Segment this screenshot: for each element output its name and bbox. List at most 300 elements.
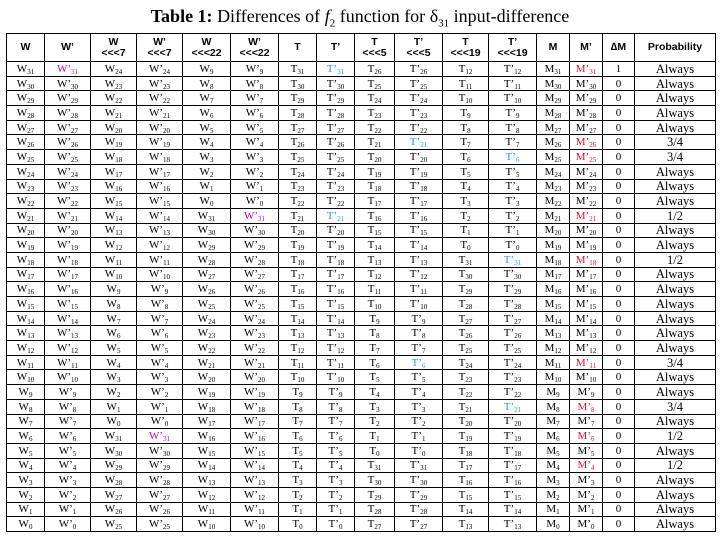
cell-tp5: $T’_{16}$	[395, 208, 443, 223]
cell-wp22: $W’_{17}$	[231, 414, 279, 429]
cell-w: $W_2$	[7, 487, 45, 502]
table-row	[7, 297, 716, 312]
cell-m: $M_{30}$	[537, 76, 570, 91]
cell-mp: $M’_{10}$	[570, 370, 603, 385]
cell-probability: Always	[635, 517, 716, 532]
cell-t19: $T_0$	[443, 238, 489, 253]
cell-t5: $T_7$	[355, 341, 395, 356]
cell-wp22: $W’_{19}$	[231, 385, 279, 400]
cell-tp19: $T’_{14}$	[489, 502, 537, 517]
cell-delta-m: 0	[603, 355, 635, 370]
cell-w: $W_6$	[7, 429, 45, 444]
cell-mp: $M’_{19}$	[570, 238, 603, 253]
cell-w: $W_8$	[7, 399, 45, 414]
cell-tp: $T’_{24}$	[317, 164, 355, 179]
cell-w7: $W_{29}$	[91, 458, 137, 473]
column-header-label: T	[462, 35, 469, 48]
column-header-rotation: <<<19	[497, 46, 528, 59]
cell-probability: 1/2	[635, 252, 716, 267]
cell-w7: $W_{16}$	[91, 179, 137, 194]
cell-wp22: $W’_{27}$	[231, 267, 279, 282]
column-header-label: W’	[153, 35, 166, 48]
cell-m: $M_{16}$	[537, 282, 570, 297]
cell-mp: $M’_{16}$	[570, 282, 603, 297]
cell-t19: $T_7$	[443, 135, 489, 150]
cell-delta-m: 0	[603, 91, 635, 106]
cell-wp22: $W’_{29}$	[231, 238, 279, 253]
cell-m: $M_{14}$	[537, 311, 570, 326]
cell-w7: $W_9$	[91, 282, 137, 297]
cell-w22: $W_7$	[183, 91, 231, 106]
cell-w22: $W_{22}$	[183, 341, 231, 356]
cell-delta-m: 0	[603, 267, 635, 282]
cell-m: $M_{13}$	[537, 326, 570, 341]
cell-tp: $T’_{21}$	[317, 208, 355, 223]
cell-t5: $T_{16}$	[355, 208, 395, 223]
cell-wp22: $W’_4$	[231, 135, 279, 150]
differences-table	[6, 33, 716, 532]
cell-wp: $W’_{28}$	[45, 106, 91, 121]
column-header-rotation: <<<5	[362, 46, 387, 59]
cell-w22: $W_{15}$	[183, 443, 231, 458]
cell-delta-m: 0	[603, 370, 635, 385]
cell-mp: $M’_{17}$	[570, 267, 603, 282]
cell-t: $T_{19}$	[279, 238, 317, 253]
table-row	[7, 179, 716, 194]
cell-mp: $M’_{23}$	[570, 179, 603, 194]
cell-w: $W_{25}$	[7, 150, 45, 165]
cell-wp7: $W’_7$	[137, 311, 183, 326]
cell-mp: $M’_{25}$	[570, 150, 603, 165]
cell-mp: $M’_{11}$	[570, 355, 603, 370]
cell-t5: $T_{15}$	[355, 223, 395, 238]
cell-probability: Always	[635, 502, 716, 517]
cell-m: $M_9$	[537, 385, 570, 400]
cell-wp: $W’_9$	[45, 385, 91, 400]
cell-w: $W_{31}$	[7, 62, 45, 77]
cell-tp: $T’_2$	[317, 487, 355, 502]
cell-w22: $W_{13}$	[183, 473, 231, 488]
cell-t5: $T_5$	[355, 370, 395, 385]
cell-tp5: $T’_{15}$	[395, 223, 443, 238]
cell-delta-m: 1	[603, 62, 635, 77]
cell-t19: $T_{12}$	[443, 62, 489, 77]
cell-wp: $W’_{29}$	[45, 91, 91, 106]
column-header-label: W	[201, 35, 212, 48]
cell-tp19: $T’_{10}$	[489, 91, 537, 106]
cell-tp5: $T’_{11}$	[395, 282, 443, 297]
cell-m: $M_5$	[537, 443, 570, 458]
cell-mp: $M’_{30}$	[570, 76, 603, 91]
cell-delta-m: 0	[603, 385, 635, 400]
cell-w7: $W_{27}$	[91, 487, 137, 502]
cell-wp: $W’_{22}$	[45, 194, 91, 209]
cell-mp: $M’_{31}$	[570, 62, 603, 77]
cell-t19: $T_4$	[443, 179, 489, 194]
cell-t: $T_9$	[279, 385, 317, 400]
cell-m: $M_{18}$	[537, 252, 570, 267]
cell-m: $M_{20}$	[537, 223, 570, 238]
table-body	[7, 62, 716, 532]
cell-m: $M_{24}$	[537, 164, 570, 179]
cell-m: $M_{27}$	[537, 120, 570, 135]
cell-wp7: $W’_2$	[137, 385, 183, 400]
cell-tp5: $T’_{20}$	[395, 150, 443, 165]
cell-t: $T_{14}$	[279, 311, 317, 326]
column-header-rotation: <<<7	[147, 46, 172, 59]
cell-mp: $M’_{20}$	[570, 223, 603, 238]
cell-t19: $T_{29}$	[443, 282, 489, 297]
cell-w7: $W_{28}$	[91, 473, 137, 488]
cell-w: $W_5$	[7, 443, 45, 458]
cell-w: $W_{13}$	[7, 326, 45, 341]
cell-delta-m: 0	[603, 341, 635, 356]
cell-t5: $T_4$	[355, 385, 395, 400]
cell-probability: Always	[635, 91, 716, 106]
cell-t: $T_0$	[279, 517, 317, 532]
column-header	[279, 34, 317, 62]
cell-w7: $W_{21}$	[91, 106, 137, 121]
cell-mp: $M’_5$	[570, 443, 603, 458]
table-row	[7, 164, 716, 179]
cell-m: $M_8$	[537, 399, 570, 414]
cell-t5: $T_2$	[355, 414, 395, 429]
cell-t: $T_4$	[279, 458, 317, 473]
cell-delta-m: 0	[603, 179, 635, 194]
cell-t: $T_8$	[279, 399, 317, 414]
cell-w22: $W_{17}$	[183, 414, 231, 429]
cell-wp22: $W’_{31}$	[231, 208, 279, 223]
cell-w7: $W_{25}$	[91, 517, 137, 532]
cell-t19: $T_3$	[443, 194, 489, 209]
cell-w7: $W_{17}$	[91, 164, 137, 179]
cell-w22: $W_5$	[183, 120, 231, 135]
cell-wp22: $W’_{16}$	[231, 429, 279, 444]
table-row	[7, 487, 716, 502]
cell-delta-m: 0	[603, 194, 635, 209]
cell-t: $T_1$	[279, 502, 317, 517]
cell-w: $W_{14}$	[7, 311, 45, 326]
cell-w7: $W_{23}$	[91, 76, 137, 91]
cell-w7: $W_{30}$	[91, 443, 137, 458]
cell-probability: 1/2	[635, 458, 716, 473]
cell-probability: Always	[635, 62, 716, 77]
table-row	[7, 443, 716, 458]
cell-tp: $T’_{27}$	[317, 120, 355, 135]
column-header	[635, 34, 716, 62]
cell-t: $T_{13}$	[279, 326, 317, 341]
table-row	[7, 194, 716, 209]
cell-wp: $W’_{16}$	[45, 282, 91, 297]
cell-t: $T_{22}$	[279, 194, 317, 209]
cell-probability: Always	[635, 370, 716, 385]
cell-mp: $M’_3$	[570, 473, 603, 488]
cell-wp22: $W’_{28}$	[231, 252, 279, 267]
cell-wp: $W’_4$	[45, 458, 91, 473]
cell-mp: $M’_{12}$	[570, 341, 603, 356]
cell-t5: $T_{20}$	[355, 150, 395, 165]
cell-w7: $W_{18}$	[91, 150, 137, 165]
cell-probability: Always	[635, 385, 716, 400]
cell-tp: $T’_5$	[317, 443, 355, 458]
cell-tp: $T’_{31}$	[317, 62, 355, 77]
column-header	[355, 34, 395, 62]
cell-wp7: $W’_5$	[137, 341, 183, 356]
cell-mp: $M’_{27}$	[570, 120, 603, 135]
cell-probability: Always	[635, 311, 716, 326]
cell-tp19: $T’_8$	[489, 120, 537, 135]
cell-wp: $W’_{14}$	[45, 311, 91, 326]
cell-t: $T_{23}$	[279, 179, 317, 194]
cell-t5: $T_{29}$	[355, 487, 395, 502]
column-header	[45, 34, 91, 62]
table-row	[7, 502, 716, 517]
table-row	[7, 223, 716, 238]
cell-wp: $W’_{21}$	[45, 208, 91, 223]
cell-w7: $W_{14}$	[91, 208, 137, 223]
cell-wp22: $W’_{22}$	[231, 341, 279, 356]
cell-wp22: $W’_6$	[231, 106, 279, 121]
title-text-before: Differences of	[217, 6, 321, 26]
cell-tp: $T’_{14}$	[317, 311, 355, 326]
table-row	[7, 76, 716, 91]
cell-tp19: $T’_{28}$	[489, 297, 537, 312]
table-row	[7, 429, 716, 444]
cell-t19: $T_{20}$	[443, 414, 489, 429]
cell-w22: $W_{18}$	[183, 399, 231, 414]
table-row	[7, 135, 716, 150]
cell-w: $W_{20}$	[7, 223, 45, 238]
cell-w22: $W_9$	[183, 62, 231, 77]
cell-probability: 3/4	[635, 135, 716, 150]
cell-tp: $T’_1$	[317, 502, 355, 517]
cell-wp7: $W’_{15}$	[137, 194, 183, 209]
column-header	[489, 34, 537, 62]
cell-t: $T_6$	[279, 429, 317, 444]
cell-tp19: $T’_{23}$	[489, 370, 537, 385]
cell-tp5: $T’_{25}$	[395, 76, 443, 91]
cell-t: $T_{12}$	[279, 341, 317, 356]
cell-t5: $T_{10}$	[355, 297, 395, 312]
cell-wp7: $W’_{25}$	[137, 517, 183, 532]
cell-t5: $T_{18}$	[355, 179, 395, 194]
cell-tp: $T’_{11}$	[317, 355, 355, 370]
cell-m: $M_{10}$	[537, 370, 570, 385]
cell-w: $W_{29}$	[7, 91, 45, 106]
cell-wp22: $W’_{20}$	[231, 370, 279, 385]
cell-tp: $T’_{29}$	[317, 91, 355, 106]
cell-t19: $T_6$	[443, 150, 489, 165]
cell-delta-m: 0	[603, 135, 635, 150]
cell-mp: $M’_{18}$	[570, 252, 603, 267]
cell-probability: Always	[635, 106, 716, 121]
cell-w22: $W_{29}$	[183, 238, 231, 253]
cell-wp7: $W’_8$	[137, 297, 183, 312]
cell-probability: Always	[635, 194, 716, 209]
cell-wp7: $W’_{22}$	[137, 91, 183, 106]
cell-t19: $T_{27}$	[443, 311, 489, 326]
cell-delta-m: 0	[603, 311, 635, 326]
cell-t: $T_{16}$	[279, 282, 317, 297]
cell-probability: 3/4	[635, 399, 716, 414]
cell-probability: 3/4	[635, 150, 716, 165]
cell-m: $M_2$	[537, 487, 570, 502]
cell-t19: $T_{25}$	[443, 341, 489, 356]
cell-t: $T_{11}$	[279, 355, 317, 370]
cell-t19: $T_{19}$	[443, 429, 489, 444]
table-row	[7, 106, 716, 121]
cell-m: $M_{25}$	[537, 150, 570, 165]
cell-w: $W_{18}$	[7, 252, 45, 267]
cell-w7: $W_6$	[91, 326, 137, 341]
cell-w7: $W_{22}$	[91, 91, 137, 106]
cell-wp7: $W’_1$	[137, 399, 183, 414]
cell-mp: $M’_9$	[570, 385, 603, 400]
cell-wp: $W’_{23}$	[45, 179, 91, 194]
cell-m: $M_3$	[537, 473, 570, 488]
header-row	[7, 34, 716, 62]
cell-tp5: $T’_7$	[395, 341, 443, 356]
table-row	[7, 326, 716, 341]
cell-t19: $T_{22}$	[443, 385, 489, 400]
cell-tp: $T’_{17}$	[317, 267, 355, 282]
cell-tp5: $T’_6$	[395, 355, 443, 370]
cell-t: $T_{28}$	[279, 106, 317, 121]
cell-wp: $W’_{30}$	[45, 76, 91, 91]
cell-t19: $T_{14}$	[443, 502, 489, 517]
cell-wp7: $W’_{14}$	[137, 208, 183, 223]
cell-t5: $T_0$	[355, 443, 395, 458]
cell-mp: $M’_{28}$	[570, 106, 603, 121]
cell-w: $W_{17}$	[7, 267, 45, 282]
cell-w7: $W_{24}$	[91, 62, 137, 77]
cell-tp19: $T’_3$	[489, 194, 537, 209]
cell-wp7: $W’_{27}$	[137, 487, 183, 502]
cell-wp22: $W’_3$	[231, 150, 279, 165]
cell-wp: $W’_{31}$	[45, 62, 91, 77]
table-row	[7, 385, 716, 400]
cell-m: $M_6$	[537, 429, 570, 444]
cell-mp: $M’_{24}$	[570, 164, 603, 179]
cell-t: $T_5$	[279, 443, 317, 458]
cell-wp7: $W’_{23}$	[137, 76, 183, 91]
cell-tp: $T’_{10}$	[317, 370, 355, 385]
cell-t19: $T_8$	[443, 120, 489, 135]
cell-wp7: $W’_{12}$	[137, 238, 183, 253]
cell-wp22: $W’_7$	[231, 91, 279, 106]
cell-delta-m: 0	[603, 458, 635, 473]
cell-w: $W_{26}$	[7, 135, 45, 150]
cell-wp22: $W’_{24}$	[231, 311, 279, 326]
cell-t: $T_{17}$	[279, 267, 317, 282]
cell-mp: $M’_{29}$	[570, 91, 603, 106]
cell-probability: 1/2	[635, 429, 716, 444]
cell-wp7: $W’_{19}$	[137, 135, 183, 150]
cell-tp5: $T’_{19}$	[395, 164, 443, 179]
cell-w22: $W_4$	[183, 135, 231, 150]
cell-wp: $W’_2$	[45, 487, 91, 502]
cell-t5: $T_{19}$	[355, 164, 395, 179]
cell-wp22: $W’_{25}$	[231, 297, 279, 312]
cell-tp5: $T’_0$	[395, 443, 443, 458]
cell-probability: Always	[635, 414, 716, 429]
cell-wp7: $W’_{16}$	[137, 179, 183, 194]
cell-w22: $W_{30}$	[183, 223, 231, 238]
column-header	[137, 34, 183, 62]
cell-m: $M_{11}$	[537, 355, 570, 370]
cell-delta-m: 0	[603, 120, 635, 135]
column-header	[395, 34, 443, 62]
cell-tp5: $T’_{14}$	[395, 238, 443, 253]
cell-w22: $W_{14}$	[183, 458, 231, 473]
column-header-label: Probability	[647, 41, 703, 53]
cell-wp: $W’_1$	[45, 502, 91, 517]
cell-probability: 1/2	[635, 208, 716, 223]
cell-wp: $W’_{26}$	[45, 135, 91, 150]
cell-wp: $W’_0$	[45, 517, 91, 532]
cell-wp7: $W’_{24}$	[137, 62, 183, 77]
table-row	[7, 341, 716, 356]
cell-tp19: $T’_0$	[489, 238, 537, 253]
cell-w: $W_{30}$	[7, 76, 45, 91]
cell-w: $W_1$	[7, 502, 45, 517]
cell-t5: $T_{11}$	[355, 282, 395, 297]
cell-wp7: $W’_{20}$	[137, 120, 183, 135]
cell-tp5: $T’_{13}$	[395, 252, 443, 267]
cell-wp7: $W’_4$	[137, 355, 183, 370]
cell-mp: $M’_4$	[570, 458, 603, 473]
cell-tp5: $T’_8$	[395, 326, 443, 341]
cell-mp: $M’_{14}$	[570, 311, 603, 326]
cell-tp19: $T’_{27}$	[489, 311, 537, 326]
cell-mp: $M’_{15}$	[570, 297, 603, 312]
cell-probability: Always	[635, 443, 716, 458]
cell-w: $W_0$	[7, 517, 45, 532]
table-row	[7, 311, 716, 326]
cell-tp19: $T’_1$	[489, 223, 537, 238]
cell-t19: $T_{24}$	[443, 355, 489, 370]
cell-m: $M_{26}$	[537, 135, 570, 150]
cell-wp7: $W’_{28}$	[137, 473, 183, 488]
cell-m: $M_{15}$	[537, 297, 570, 312]
cell-w: $W_{15}$	[7, 297, 45, 312]
cell-w22: $W_8$	[183, 76, 231, 91]
cell-tp: $T’_{19}$	[317, 238, 355, 253]
cell-w: $W_{11}$	[7, 355, 45, 370]
cell-t: $T_{30}$	[279, 76, 317, 91]
cell-t19: $T_{15}$	[443, 487, 489, 502]
cell-w7: $W_8$	[91, 297, 137, 312]
cell-mp: $M’_7$	[570, 414, 603, 429]
cell-t5: $T_{27}$	[355, 517, 395, 532]
cell-t5: $T_{26}$	[355, 62, 395, 77]
cell-t: $T_{21}$	[279, 208, 317, 223]
column-header-label: M	[548, 41, 558, 53]
title-delta: δ	[429, 6, 439, 26]
cell-wp7: $W’_0$	[137, 414, 183, 429]
cell-tp5: $T’_9$	[395, 311, 443, 326]
cell-t: $T_{15}$	[279, 297, 317, 312]
cell-delta-m: 0	[603, 238, 635, 253]
cell-probability: Always	[635, 238, 716, 253]
cell-m: $M_1$	[537, 502, 570, 517]
cell-w7: $W_5$	[91, 341, 137, 356]
cell-tp5: $T’_{12}$	[395, 267, 443, 282]
cell-w: $W_{27}$	[7, 120, 45, 135]
cell-delta-m: 0	[603, 76, 635, 91]
cell-w22: $W_{31}$	[183, 208, 231, 223]
cell-delta-m: 0	[603, 150, 635, 165]
